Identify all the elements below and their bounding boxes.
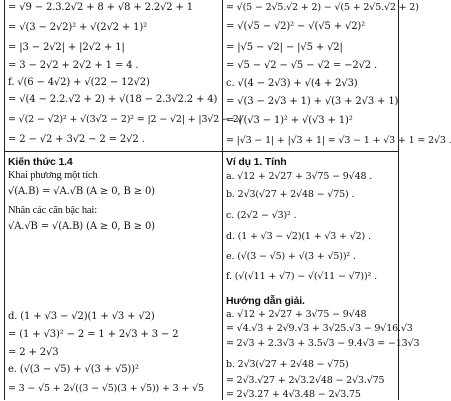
cell-bottom-left bbox=[8, 153, 220, 400]
exercise-item: b. 2√3(√27 + 2√48 − √75) . bbox=[226, 189, 355, 200]
math-line: = |√5 − √2| − |√5 + √2| bbox=[226, 42, 343, 53]
math-line: = √(√5 − √2)² − √(√5 + √2)² bbox=[226, 21, 366, 32]
math-line: = 2 + 2√3 bbox=[8, 347, 59, 358]
math-line: = √(5 − 2√5.√2 + 2) − √(5 + 2√5.√2 + 2) bbox=[226, 2, 419, 13]
math-line: = √(4 − 2.2.√2 + 2) + √(18 − 2.3√2.2 + 4) bbox=[8, 94, 218, 105]
math-line: b. 2√3(√27 + 2√48 − √75) bbox=[226, 359, 349, 370]
math-line: c. √(4 − 2√3) + √(4 + 2√3) bbox=[226, 78, 358, 89]
theory-text: Khai phương một tích bbox=[8, 170, 98, 181]
section-title: Kiến thức 1.4 bbox=[8, 156, 73, 168]
math-line: f. √(6 − 4√2) + √(22 − 12√2) bbox=[8, 77, 150, 88]
guide-title: Hướng dẫn giải. bbox=[226, 295, 305, 307]
math-line: e. (√(3 − √5) + √(3 + √5))² bbox=[8, 364, 139, 375]
math-line: = √(3 − 2√2)² + √(2√2 + 1)² bbox=[8, 22, 148, 33]
math-line: = √5 − √2 − √5 − √2 = −2√2 . bbox=[226, 60, 378, 71]
math-line: = 3 − 2√2 + 2√2 + 1 = 4 . bbox=[8, 60, 139, 71]
math-line: = 2√3 + 2.3√3 + 3.5√3 − 9.4√3 = −13√3 bbox=[226, 338, 420, 349]
table-border-left bbox=[4, 0, 5, 400]
math-line: = |√3 − 1| + |√3 + 1| = √3 − 1 + √3 + 1 = 2√3 . bbox=[226, 135, 451, 146]
math-line: = √(2 − √2)² + √(3√2 − 2)² = |2 − √2| + |3√2 − 2| bbox=[8, 114, 242, 125]
math-line: a. √12 + 2√27 + 3√75 − 9√48 bbox=[226, 309, 367, 320]
math-line: = √(√3 − 1)² + √(√3 + 1)² bbox=[226, 115, 353, 126]
table-divider-vertical bbox=[222, 0, 223, 400]
math-line: d. (1 + √3 − √2)(1 + √3 + √2) bbox=[8, 311, 155, 322]
cell-bottom-right bbox=[226, 153, 420, 400]
exercise-item: c. (2√2 − √3)² . bbox=[226, 210, 297, 221]
theory-formula: √(A.B) = √A.√B (A ≥ 0, B ≥ 0) bbox=[8, 186, 155, 197]
math-line: = |3 − 2√2| + |2√2 + 1| bbox=[8, 42, 125, 53]
cell-top-left bbox=[8, 0, 242, 150]
math-line: = 2√3.27 + 4√3.48 − 2√3.75 bbox=[226, 389, 361, 400]
math-line: = 2√3.√27 + 2√3.2√48 − 2√3.√75 bbox=[226, 375, 385, 386]
example-title: Ví dụ 1. Tính bbox=[226, 156, 287, 168]
math-line: = 2 − √2 + 3√2 − 2 = 2√2 . bbox=[8, 134, 145, 145]
exercise-item: a. √12 + 2√27 + 3√75 − 9√48 . bbox=[226, 171, 373, 182]
math-line: = √4.√3 + 2√9.√3 + 3√25.√3 − 9√16.√3 bbox=[226, 323, 413, 334]
theory-formula: √A.√B = √(A.B) (A ≥ 0, B ≥ 0) bbox=[8, 221, 155, 232]
exercise-item: e. (√(3 − √5) + √(3 + √5))² . bbox=[226, 251, 356, 262]
math-line: = (1 + √3)² − 2 = 1 + 2√3 + 3 − 2 bbox=[8, 329, 179, 340]
math-line: = √(3 − 2√3 + 1) + √(3 + 2√3 + 1) bbox=[226, 96, 399, 107]
cell-top-right bbox=[226, 0, 451, 150]
math-line: = √9 − 2.3.2√2 + 8 + √8 + 2.2√2 + 1 bbox=[8, 2, 193, 13]
exercise-item: d. (1 + √3 − √2)(1 + √3 + √2) . bbox=[226, 231, 371, 242]
exercise-item: f. (√(√11 + √7) − √(√11 − √7))² . bbox=[226, 271, 377, 282]
math-line: = 3 − √5 + 2√((3 − √5)(3 + √5)) + 3 + √5 bbox=[8, 383, 204, 394]
table-divider-horizontal bbox=[4, 151, 398, 152]
theory-text: Nhân các căn bậc hai: bbox=[8, 205, 97, 216]
